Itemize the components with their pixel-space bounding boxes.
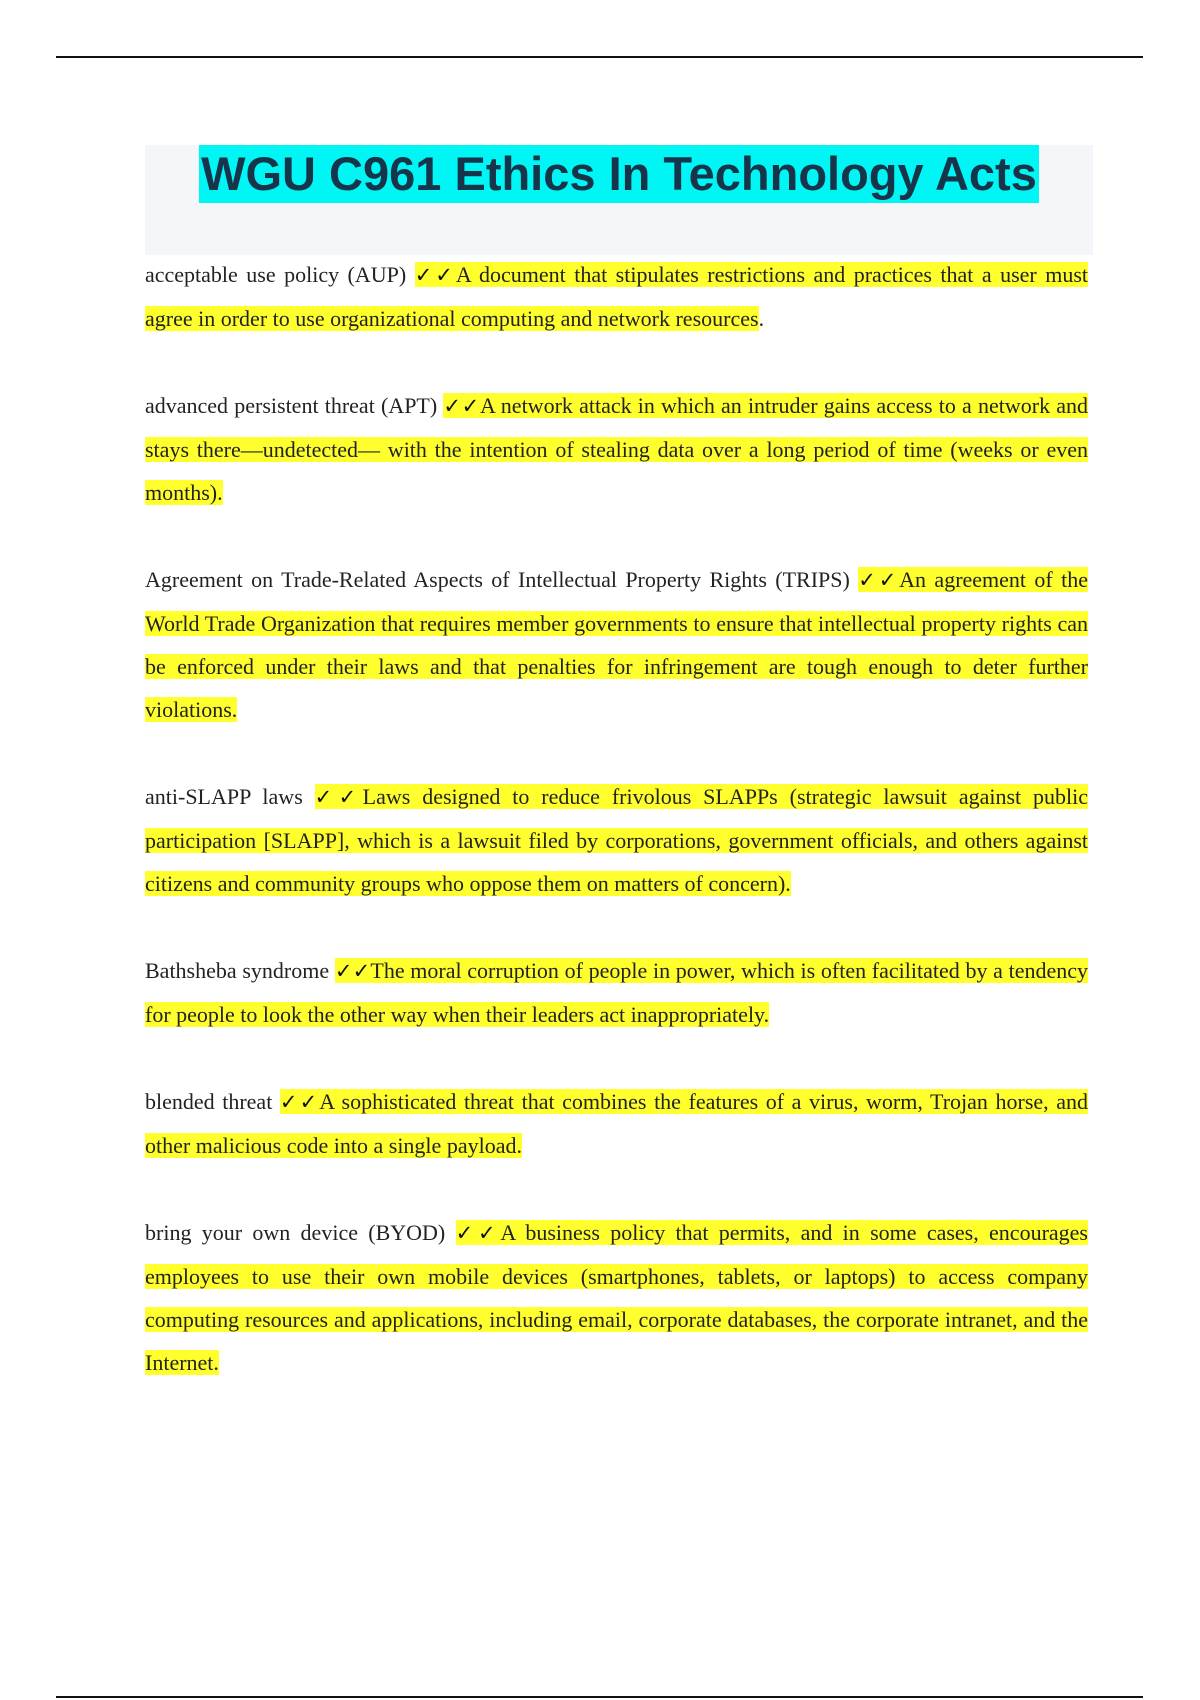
definition-trailing: . [758, 306, 765, 331]
document-title: WGU C961 Ethics In Technology Acts [199, 145, 1039, 203]
glossary-term: advanced persistent threat (APT) [145, 393, 438, 418]
double-check-icon: ✓✓ [455, 1221, 501, 1245]
glossary-entry [145, 1080, 1088, 1167]
double-check-icon: ✓✓ [334, 959, 371, 983]
glossary-term: anti-SLAPP laws [145, 784, 303, 809]
definition-text: A document that stipulates restrictions and practices that a user must agree in order to use organizational computing and network resources [145, 262, 1088, 331]
glossary-term: bring your own device (BYOD) [145, 1220, 446, 1245]
double-check-icon: ✓✓ [858, 568, 900, 592]
definition-text: An agreement of the World Trade Organization that requires member governments to ensure that intellectual property rights can be enforced under their laws and that penalties for infringement are tough enough to deter further violations. [145, 567, 1088, 722]
glossary-entry [145, 775, 1088, 905]
document-title-wrapper [145, 145, 1093, 203]
double-check-icon: ✓✓ [279, 1090, 320, 1114]
glossary-entry [145, 949, 1088, 1036]
glossary-term: Bathsheba syndrome [145, 958, 330, 983]
definition-text: Laws designed to reduce frivolous SLAPPs (strategic lawsuit against public participation [SLAPP], which is a lawsuit filed by corporations, government officials, and others against citizens and community groups who oppose them on matters of concern). [145, 784, 1089, 896]
page-bottom-rule [56, 1696, 1143, 1698]
glossary-term: acceptable use policy (AUP) [145, 262, 407, 287]
definition-text: A sophisticated threat that combines the features of a virus, worm, Trojan horse, and other malicious code into a single payload. [145, 1089, 1088, 1158]
glossary-entry [145, 558, 1088, 731]
definition-text: A business policy that permits, and in some cases, encourages employees to use their own mobile devices (smartphones, tablets, or laptops) to access company computing resources and applications, including email, corporate databases, the corporate intranet, and the Internet. [145, 1220, 1088, 1375]
double-check-icon: ✓✓ [443, 394, 480, 418]
double-check-icon: ✓✓ [414, 263, 456, 287]
glossary-entry [145, 1211, 1088, 1384]
glossary-term: Agreement on Trade-Related Aspects of Intellectual Property Rights (TRIPS) [145, 567, 850, 592]
glossary-list [145, 253, 1088, 1384]
glossary-definition [145, 1089, 1088, 1158]
glossary-entry [145, 384, 1088, 514]
glossary-entry [145, 253, 1088, 340]
glossary-term: blended threat [145, 1089, 273, 1114]
page-top-rule [56, 56, 1143, 58]
double-check-icon: ✓✓ [314, 785, 363, 809]
definition-text: A network attack in which an intruder gains access to a network and stays there—undetected— with the intention of stealing data over a long period of time (weeks or even months). [145, 393, 1089, 505]
definition-text: The moral corruption of people in power, which is often facilitated by a tendency for people to look the other way when their leaders act inappropriately. [145, 958, 1088, 1027]
